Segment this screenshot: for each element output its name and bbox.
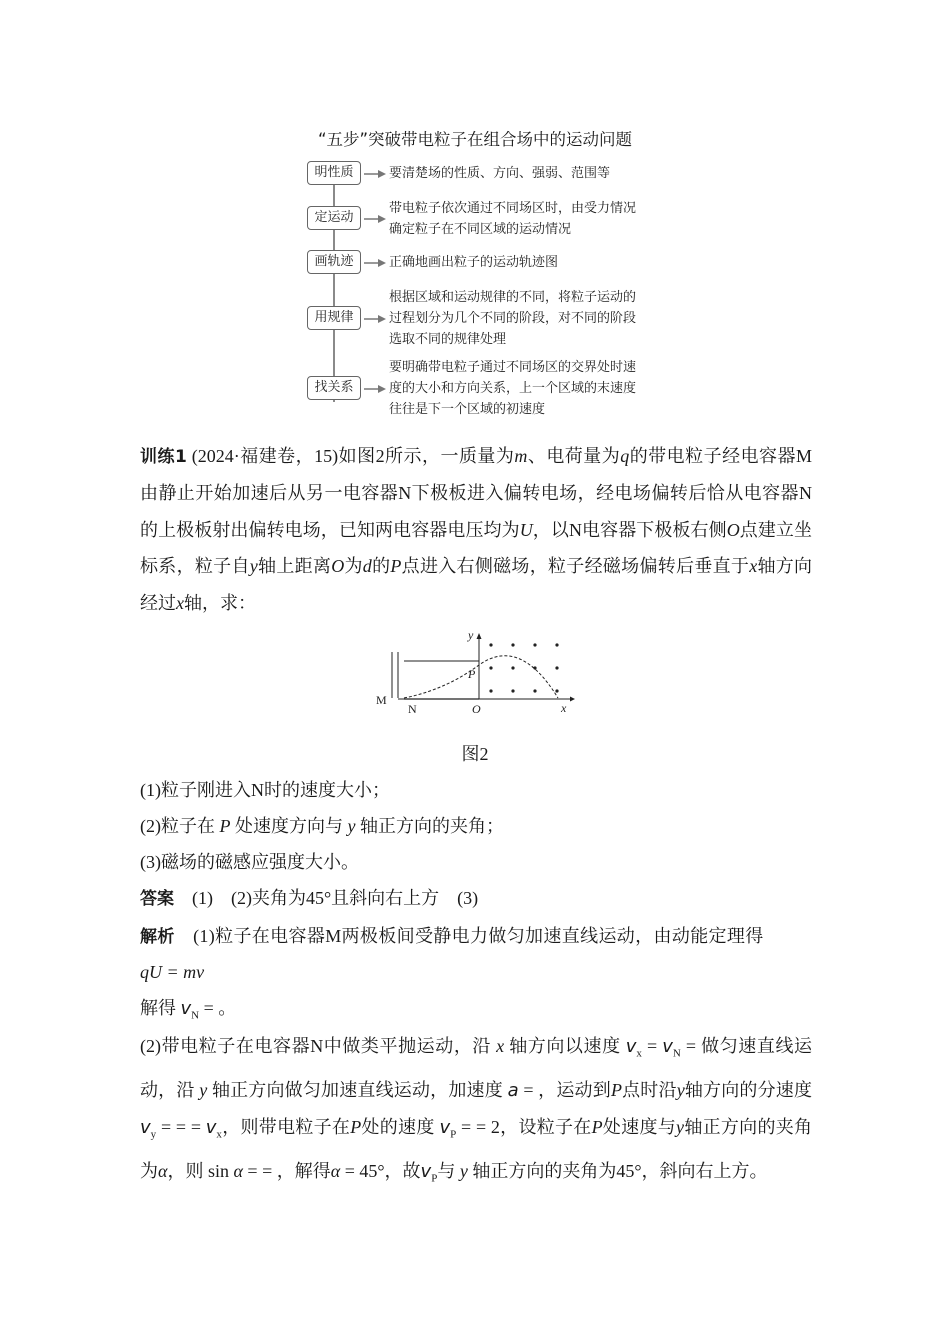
steps-title: “五步”突破带电粒子在组合场中的运动问题 bbox=[317, 130, 633, 149]
analysis-text: 轴正方向的夹角为 bbox=[140, 1117, 813, 1182]
problem-text-part: 的带电粒子经电容器M由静止开始加速后从另一电容器N下极板进入偏转电场，经电场偏转后恰从电容器N的上极板射出偏转电场，已知两电容器电压均为 bbox=[140, 446, 812, 540]
question-2 bbox=[140, 808, 504, 844]
problem-text bbox=[140, 438, 812, 621]
magnetic-field-dots bbox=[489, 643, 558, 692]
label-y: y bbox=[468, 628, 474, 642]
analysis-part-2 bbox=[140, 1028, 812, 1197]
step-text-1: 要清楚场的性质、方向、强弱、范围等 bbox=[389, 166, 611, 181]
var-P: P bbox=[390, 556, 402, 577]
analysis-text: ，则 sin bbox=[167, 1161, 234, 1182]
analysis-text: 解得 bbox=[140, 998, 181, 1018]
var-v: v bbox=[625, 1036, 637, 1057]
step-text-3: 正确地画出粒子的运动轨迹图 bbox=[389, 255, 559, 270]
var-y: y bbox=[676, 1080, 685, 1100]
var-O: O bbox=[726, 519, 740, 540]
question-3: (3)磁场的磁感应强度大小。 bbox=[140, 852, 359, 872]
analysis-text: 轴方向的分速度 bbox=[684, 1080, 812, 1100]
subscript: y bbox=[150, 1129, 157, 1141]
var-P: P bbox=[219, 816, 231, 836]
problem-text-part: 轴，求： bbox=[184, 592, 256, 613]
var-m: m bbox=[514, 446, 528, 466]
problem-label: 训练1 bbox=[140, 447, 187, 467]
y-axis-arrow bbox=[477, 633, 482, 639]
subscript: N bbox=[672, 1047, 681, 1060]
analysis-text: = ，运动到 bbox=[518, 1080, 611, 1100]
var-O: O bbox=[331, 556, 345, 577]
var-x: x bbox=[496, 1036, 505, 1056]
equation: qU = mv bbox=[140, 962, 205, 982]
var-v: v bbox=[420, 1161, 432, 1183]
step-label-4: 用规律 bbox=[307, 306, 361, 330]
problem-text-part: 点建立坐标系，粒子自 bbox=[140, 519, 813, 577]
subscript: P bbox=[450, 1129, 457, 1141]
steps-diagram bbox=[300, 158, 660, 420]
answer-label: 答案 bbox=[140, 889, 174, 909]
analysis-text: 与 bbox=[437, 1161, 456, 1182]
analysis-text: 处速度与 bbox=[602, 1117, 677, 1138]
step-text-4: 根据区域和运动规律的不同，将粒子运动的过程划分为几个不同的阶段，对不同的阶段选取不同的规律处理 bbox=[389, 290, 637, 347]
var-a: a bbox=[507, 1080, 519, 1101]
step-label-3: 画轨迹 bbox=[307, 250, 361, 274]
problem-source: (2024·福建卷，15) bbox=[191, 446, 339, 466]
step-text-5: 要明确带电粒子通过不同场区的交界处时速度的大小和方向关系，上一个区域的末速度往往是下一个区域的初速度 bbox=[389, 360, 637, 417]
var-v: v bbox=[439, 1117, 451, 1139]
analysis-text: 点时沿 bbox=[621, 1080, 677, 1100]
analysis-text: (2)带电粒子在电容器N中做类平抛运动，沿 bbox=[140, 1036, 491, 1056]
analysis-text: = = = bbox=[156, 1117, 206, 1138]
analysis-eq-1 bbox=[140, 954, 204, 990]
analysis-text: = 45°，故 bbox=[340, 1161, 421, 1182]
var-x: x bbox=[176, 592, 184, 613]
analysis-text: = 。 bbox=[199, 998, 237, 1018]
var-q: q bbox=[620, 446, 630, 466]
analysis-text: = bbox=[641, 1036, 663, 1056]
analysis-label: 解析 bbox=[140, 927, 175, 947]
subscript: P bbox=[431, 1173, 438, 1185]
analysis-text: 轴方向以速度 bbox=[509, 1036, 621, 1056]
subscript: x bbox=[636, 1047, 642, 1060]
problem-text-part: 轴上距离 bbox=[257, 556, 332, 577]
var-P: P bbox=[610, 1080, 622, 1100]
arrow-right-icon bbox=[364, 169, 386, 179]
x-axis-arrow bbox=[570, 697, 575, 702]
steps-spine bbox=[333, 170, 335, 402]
analysis-text: = = 2，设粒子在 bbox=[456, 1117, 592, 1138]
analysis-text: 轴正方向做匀加速直线运动，加速度 bbox=[211, 1080, 503, 1100]
var-alpha: α bbox=[233, 1161, 243, 1182]
var-U: U bbox=[519, 519, 533, 540]
var-x: x bbox=[749, 556, 758, 577]
var-P: P bbox=[350, 1117, 362, 1138]
label-P: P bbox=[468, 667, 476, 681]
question-2-part: 轴正方向的夹角； bbox=[360, 816, 504, 836]
problem-text-part: 为 bbox=[344, 556, 363, 577]
analysis-text: 轴正方向的夹角为45°，斜向右上方。 bbox=[472, 1161, 768, 1182]
problem-text-part: 的 bbox=[371, 556, 391, 577]
var-y: y bbox=[347, 816, 356, 836]
problem-text-part: 如图2所示，一质量为 bbox=[338, 446, 515, 466]
label-O: O bbox=[472, 702, 481, 716]
var-y: y bbox=[249, 556, 258, 577]
analysis-text: 处的速度 bbox=[361, 1117, 435, 1138]
subscript: N bbox=[191, 1009, 200, 1022]
var-v: v bbox=[662, 1036, 673, 1057]
problem-text-part: 点进入右侧磁场，粒子经磁场偏转后垂直于 bbox=[401, 556, 750, 577]
step-label-5: 找关系 bbox=[307, 376, 361, 400]
question-2-part: 处速度方向与 bbox=[235, 816, 343, 836]
step-label-2: 定运动 bbox=[307, 206, 361, 230]
arrow-right-icon bbox=[364, 214, 386, 224]
var-v: v bbox=[180, 998, 192, 1019]
analysis-text: = 做匀速直线运动，沿 bbox=[140, 1036, 813, 1100]
answer-text: (1) (2)夹角为45°且斜向右上方 (3) bbox=[192, 888, 479, 908]
step-label-1: 明性质 bbox=[307, 161, 361, 185]
problem-text-part: 轴方向经过 bbox=[140, 556, 813, 613]
arrow-right-icon bbox=[364, 314, 386, 324]
analysis-line-1 bbox=[140, 918, 764, 955]
arrow-right-icon bbox=[364, 384, 386, 394]
problem-text-part: ，以N电容器下极板右侧 bbox=[532, 519, 727, 540]
var-alpha: α bbox=[158, 1161, 168, 1182]
analysis-text: ，则带电粒子在 bbox=[221, 1117, 351, 1138]
var-v: v bbox=[140, 1117, 151, 1139]
var-y: y bbox=[676, 1117, 685, 1138]
var-v: v bbox=[205, 1117, 217, 1139]
figure-caption: 图2 bbox=[461, 744, 489, 764]
var-d: d bbox=[362, 556, 372, 577]
figure-2 bbox=[370, 628, 580, 718]
subscript: x bbox=[216, 1129, 222, 1141]
label-x: x bbox=[561, 701, 567, 715]
var-y: y bbox=[199, 1080, 208, 1100]
problem-text-part: 、电荷量为 bbox=[527, 446, 621, 466]
label-M: M bbox=[376, 693, 387, 707]
analysis-text: (1)粒子在电容器M两极板间受静电力做匀加速直线运动，由动能定理得 bbox=[193, 926, 764, 946]
var-y: y bbox=[459, 1161, 468, 1182]
answer-line bbox=[140, 880, 478, 917]
question-2-part: (2)粒子在 bbox=[140, 816, 215, 836]
var-alpha: α bbox=[330, 1161, 341, 1182]
arrow-right-icon bbox=[364, 258, 386, 268]
analysis-text: = = ，解得 bbox=[242, 1161, 331, 1182]
question-1: (1)粒子刚进入N时的速度大小； bbox=[140, 780, 390, 800]
label-N: N bbox=[408, 702, 417, 716]
step-text-2: 带电粒子依次通过不同场区时，由受力情况确定粒子在不同区域的运动情况 bbox=[389, 201, 637, 237]
var-P: P bbox=[591, 1117, 603, 1138]
